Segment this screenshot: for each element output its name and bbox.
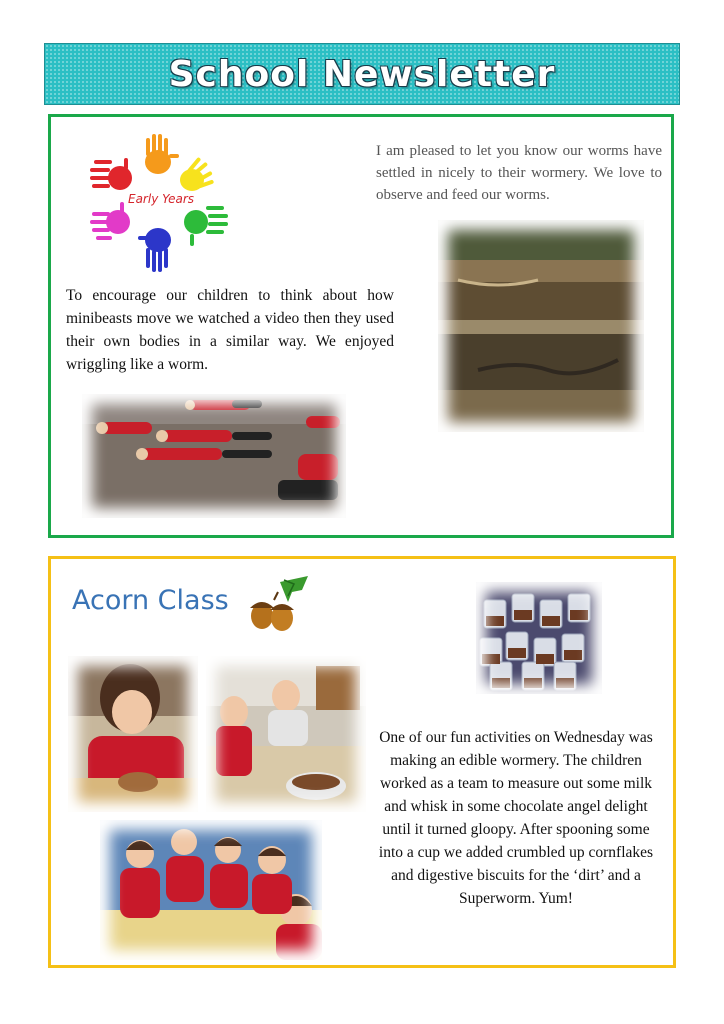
child-mixing-photo (68, 656, 198, 812)
edible-wormery-text: One of our fun activities on Wednesday was making an edible wormery. The children worked as a team to measure out some milk and whisk in some chocolate angel delight until it turned gloopy. After spooning some into a cup we added crumbled up cornflakes and digestive biscuits for the ‘dirt’ and a Superworm. Yum! (378, 729, 654, 907)
early-years-logo-text: Early Years (128, 192, 195, 206)
wormery-photo (438, 220, 644, 432)
acorn-icon (244, 574, 310, 634)
group-activity-photo (100, 820, 322, 960)
newsletter-title: School Newsletter (168, 53, 556, 95)
acorn-class-title: Acorn Class (72, 585, 229, 616)
children-wriggling-photo (82, 394, 346, 518)
newsletter-banner (44, 43, 680, 105)
cups-photo (476, 582, 602, 694)
children-whisking-photo (206, 656, 366, 812)
minibeasts-movement-text: To encourage our children to think about how minibeasts move we watched a video then they used their own bodies in a similar way. We enjoyed wriggling like a worm. (66, 287, 394, 373)
worms-intro-text: I am pleased to let you know our worms have settled in nicely to their wormery. We love to observe and feed our worms. (376, 143, 662, 203)
